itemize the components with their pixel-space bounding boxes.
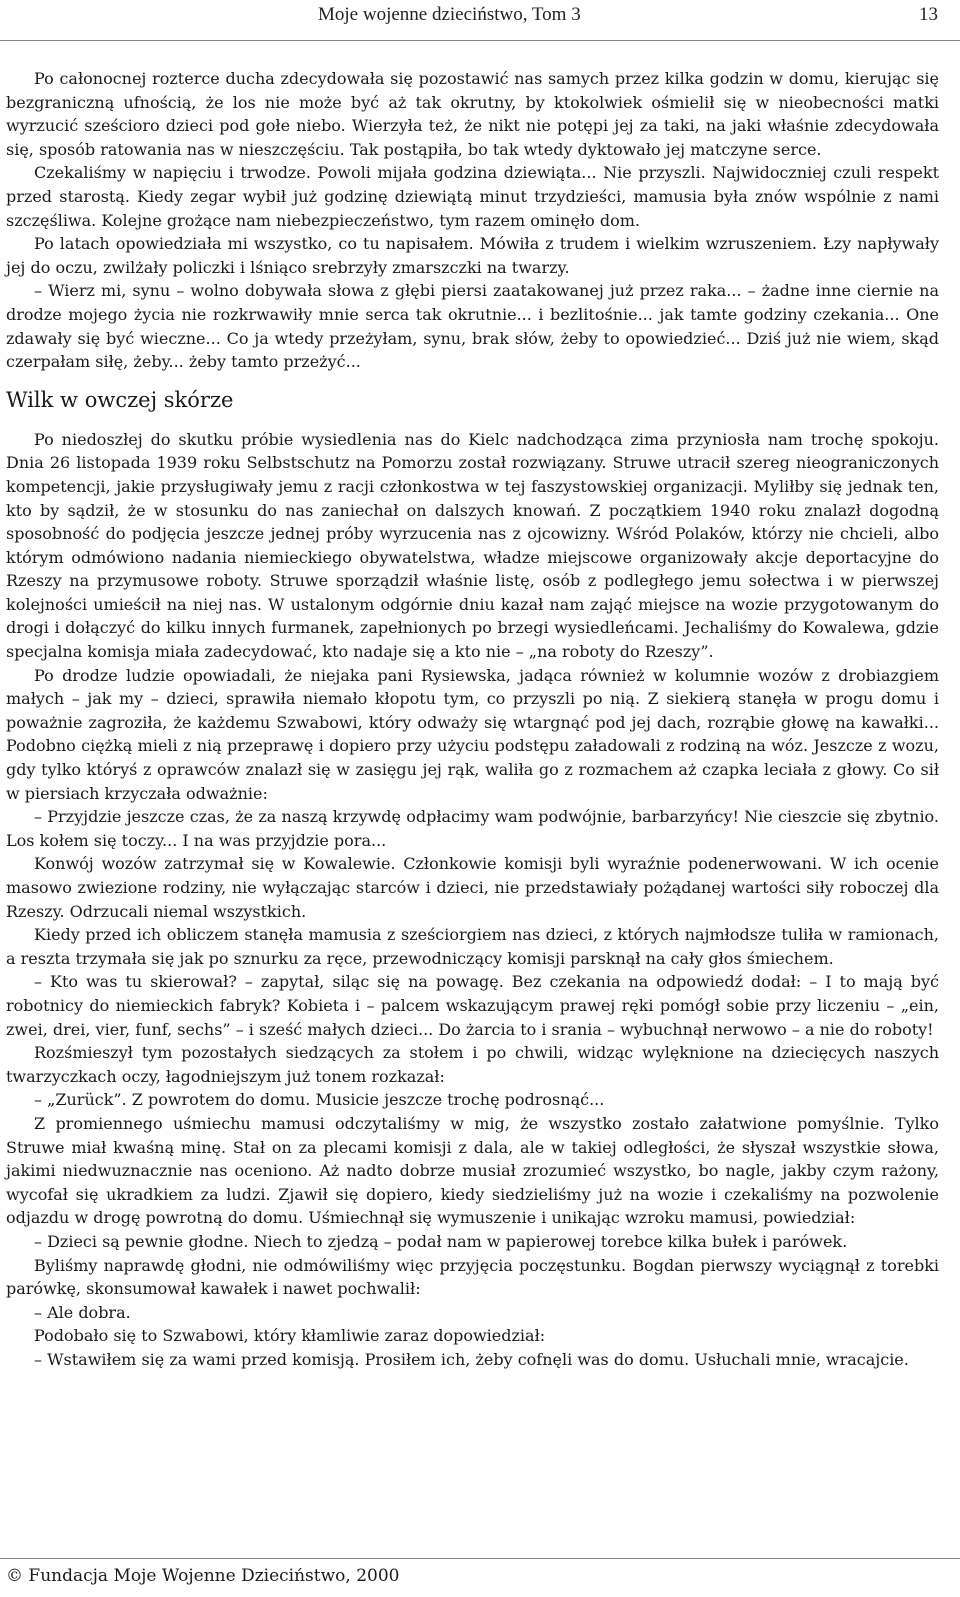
paragraph: Czekaliśmy w napięciu i trwodze. Powoli mijała godzina dziewiąta... Nie przyszli. Najwidoczniej czuli respekt przed starostą. Kiedy zegar wybił już godzinę dziewiątą minut trzydzieści, mamusia była znów wspólnie z nami szczęśliwa. Kolejne grożące nam niebezpieczeństwo, tym razem ominęło dom.: [6, 163, 939, 230]
paragraph: Podobało się to Szwabowi, który kłamliwie zaraz dopowiedział:: [34, 1326, 546, 1346]
document-body: [6, 67, 939, 1371]
paragraph: Z promiennego uśmiechu mamusi odczytaliśmy w mig, że wszystko zostało załatwione pomyślnie. Tylko Struwe miał kwaśną minę. Stał on za plecami komisji z dala, ale w takiej odległości, że słyszał wszystkie słowa, jakimi niedwuznacznie nas oceniono. Aż nadto dobrze musiał zrozumieć wszystko, bo nagle, jakby czym rażony, wycofał się ukradkiem za ludzi. Zjawił się dopiero, kiedy siedzieliśmy już na wozie i czekaliśmy na pozwolenie odjazdu w drogę powrotną do domu. Uśmiechnął się wymuszenie i unikając wzroku mamusi, powiedział:: [6, 1113, 939, 1228]
paragraph: Po niedoszłej do skutku próbie wysiedlenia nas do Kielc nadchodząca zima przyniosła nam trochę spokoju. Dnia 26 listopada 1939 roku Selbstschutz na Pomorzu został rozwiązany. Struwe utracił szereg nieograniczonych kompetencji, jakie przysługiwały jemu z racji członkostwa w tej faszystowskiej organizacji. Myliłby się jednak ten, kto by sądził, że w stosunku do nas zaniechał on dalszych knowań. Z początkiem 1940 roku znalazł dogodną sposobność do podjęcia jeszcze jednej próby wyrzucenia nas z ojcowizny. Wśród Polaków, którzy nie chcieli, albo którym odmówiono nadania niemieckiego obywatelstwa, władze miejscowe organizowały akcje deportacyjne do Rzeszy na przymusowe roboty. Struwe sporządził właśnie listę, osób z podległego jemu sołectwa i w pierwszej kolejności umieścił na niej nas. W ustalonym odgórnie dniu kazał nam zająć miejsce na wozie przygotowanym do drogi i dołączyć do kilku innych furmanek, zapełnionych po brzegi wysiedleńcami. Jechaliśmy do Kowalewa, gdzie specjalna komisja miała zadecydować, kto nadaje się a kto nie – „na roboty do Rzeszy”.: [6, 429, 939, 662]
paragraph: Rozśmieszył tym pozostałych siedzących za stołem i po chwili, widząc wylęknione na dziecięcych naszych twarzyczkach oczy, łagodniejszym już tonem rozkazał:: [6, 1043, 939, 1086]
copyright-notice: © Fundacja Moje Wojenne Dzieciństwo, 2000: [6, 1566, 400, 1586]
paragraph: Po latach opowiedziała mi wszystko, co tu napisałem. Mówiła z trudem i wielkim wzruszeniem. Łzy napływały jej do oczu, zwilżały policzki i lśniąco srebrzyły zmarszczki na twarzy.: [6, 234, 939, 277]
paragraph: – Dzieci są pewnie głodne. Niech to zjedzą – podał nam w papierowej torebce kilka bułek i parówek.: [34, 1231, 848, 1251]
page-number: 13: [919, 4, 938, 25]
paragraph: Konwój wozów zatrzymał się w Kowalewie. Członkowie komisji byli wyraźnie podenerwowani. W ich ocenie masowo zwiezione rodziny, nie wyłączając starców i dzieci, nie przedstawiały pożądanej wartości siły roboczej dla Rzeszy. Odrzucali niemal wszystkich.: [6, 854, 939, 921]
paragraph: Byliśmy naprawdę głodni, nie odmówiliśmy więc przyjęcia poczęstunku. Bogdan pierwszy wyciągnął z torebki parówkę, skonsumował kawałek i nawet pochwalił:: [6, 1255, 939, 1299]
paragraph: Po drodze ludzie opowiadali, że niejaka pani Rysiewska, jadąca również w kolumnie wozów z drobiazgiem małych – jak my – dzieci, sprawiła niemało kłopotu tym, co przyszli po nią. Z siekierą stanęła w progu domu i poważnie zagroziła, że każdemu Szwabowi, który odważy się wtargnąć pod jej dach, rozrąbie głowę na kawałki... Podobno ciężką mieli z nią przeprawę i dopiero przy użyciu podstępu załadowali z rodziną na wóz. Jeszcze z wozu, gdy tylko któryś z oprawców znalazł się w zasięgu jej rąk, waliła go z rozmachem aż czapka leciała z głowy. Co sił w piersiach krzyczała odważnie:: [6, 665, 939, 803]
paragraph: – Przyjdzie jeszcze czas, że za naszą krzywdę odpłacimy wam podwójnie, barbarzyńcy! Nie cieszcie się zbytnio. Los kołem się toczy... I na was przyjdzie pora...: [6, 807, 939, 850]
paragraph: – Wstawiłem się za wami przed komisją. Prosiłem ich, żeby cofnęli was do domu. Usłuchali mnie, wracajcie.: [34, 1349, 909, 1369]
document-title: Moje wojenne dzieciństwo, Tom 3: [318, 4, 581, 25]
paragraph: – Wierz mi, synu – wolno dobywała słowa z głębi piersi zaatakowanej już przez raka... – żadne inne ciernie na drodze mojego życia nie rozkrwawiły mnie serca tak okrutnie... i bezlitośnie... jak tamte godziny czekania... One zdawały się być wieczne... Co ja wtedy przeżyłam, synu, brak słów, żeby to opowiedzieć... Dziś już nie wiem, skąd czerpałam siłę, żeby... żeby tamto przeżyć...: [6, 281, 939, 372]
paragraph: – Ale dobra.: [34, 1302, 131, 1322]
paragraph: Po całonocnej rozterce ducha zdecydowała się pozostawić nas samych przez kilka godzin w domu, kierując się bezgraniczną ufnością, że los nie może być aż tak okrutny, by ktokolwiek ośmielił się w nieobecności matki wyrzucić sześcioro dzieci pod gołe niebo. Wierzyła też, że nikt nie potępi jej za taki, na jaki właśnie zdecydowała się, sposób ratowania nas w nieszczęściu. Tak postąpiła, bo tak wtedy dyktowało jej matczyne serce.: [6, 69, 939, 159]
section-heading: Wilk w owczej skórze: [6, 387, 234, 412]
paragraph: – „Zurück”. Z powrotem do domu. Musicie jeszcze trochę podrosnąć...: [34, 1090, 605, 1110]
page-footer: [0, 1558, 960, 1586]
paragraph: – Kto was tu skierował? – zapytał, siląc się na powagę. Bez czekania na odpowiedź dodał: – I to mają być robotnicy do niemieckich fabryk? Kobieta i – palcem wskazującym prawej ręki pomógł sobie przy liczeniu – „ein, zwei, drei, vier, funf, sechs” – i sześć małych dzieci... Do żarcia to i srania – wybuchnął nerwowo – a nie do roboty!: [6, 972, 939, 1039]
paragraph: Kiedy przed ich obliczem stanęła mamusia z sześciorgiem nas dzieci, z których najmłodsze tuliła w ramionach, a reszta trzymała się jak po sznurku za ręce, przewodniczący komisji parsknął na cały głos śmiechem.: [6, 925, 939, 968]
page-header: [0, 0, 960, 41]
